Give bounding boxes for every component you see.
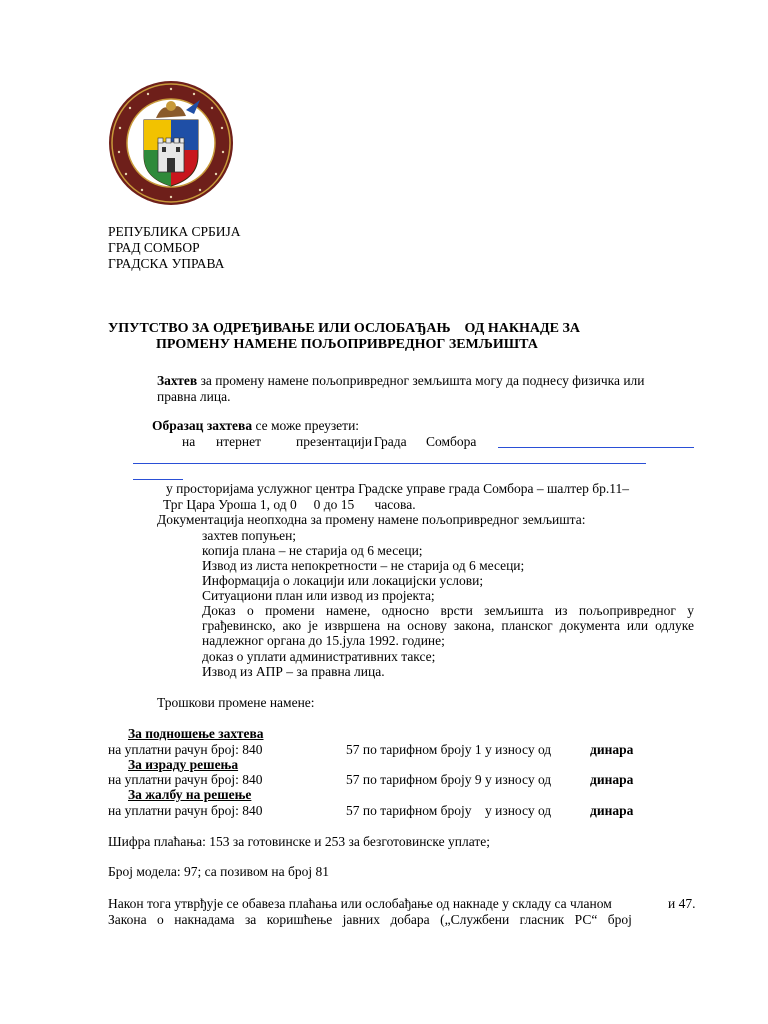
doc-item: надлежног органа до 15.јула 1992. године; xyxy=(202,633,445,648)
fee-tariff: 57 по тарифном броју 1 у износу од xyxy=(346,742,552,757)
header-city: ГРАД СОМБОР xyxy=(108,240,200,255)
doc-item: Ситуациони план или извод из пројекта; xyxy=(202,588,435,603)
website-link-underline-3[interactable] xyxy=(133,479,183,480)
closing-word: коришћење xyxy=(266,912,333,927)
office-line2: Трг Цара Уроша 1, од 0 0 до 15 часова. xyxy=(163,497,416,512)
document-title-line1: УПУТСТВО ЗА ОДРЕЂИВАЊЕ ИЛИ ОСЛОБАЂАЊ ОД НАКНАДЕ ЗА xyxy=(108,321,581,336)
header-administration: ГРАДСКА УПРАВА xyxy=(108,256,225,271)
model-number: Број модела: 97; са позивом на број 81 xyxy=(108,864,329,879)
internet-word-5: Сомбора xyxy=(426,434,477,449)
closing-word: за xyxy=(244,912,257,927)
doc-item: копија плана – не старија од 6 месеци; xyxy=(202,543,423,558)
closing-word: РС“ xyxy=(574,912,598,927)
form-rest: се може преузети: xyxy=(252,418,360,433)
internet-word-3: презентацији xyxy=(296,434,373,449)
intro-bold: Захтев xyxy=(157,373,198,388)
fee-title-decision: За израду решења xyxy=(128,757,239,772)
doc-item: Извод из листа непокретности – не старија од 6 месеци; xyxy=(202,558,525,573)
fee-currency: динара xyxy=(590,803,634,818)
document-title-line2: ПРОМЕНУ НАМЕНЕ ПОЉОПРИВРЕДНОГ ЗЕМЉИШТА xyxy=(156,337,538,352)
intro-line2: правна лица. xyxy=(157,389,231,404)
closing-word: о xyxy=(157,912,164,927)
closing-word: („Службени xyxy=(440,912,510,927)
closing-line1: Након тога утврђује се обавеза плаћања или ослобађање од накнаде у складу са чланом xyxy=(108,896,612,911)
doc-item: захтев попуњен; xyxy=(202,528,297,543)
fee-tariff: 57 по тарифном броју 9 у износу од xyxy=(346,772,552,787)
fee-title-appeal: За жалбу на решење xyxy=(128,787,252,802)
fee-account: на уплатни рачун број: 840 xyxy=(108,742,263,757)
internet-word-4: Града xyxy=(374,434,407,449)
doc-item: Информација о локацији или локацијски услови; xyxy=(202,573,484,588)
closing-word: број xyxy=(607,912,632,927)
doc-item: грађевинско, ако је извршена на основу закона, планског документа или одлуке xyxy=(202,618,694,633)
doc-item: доказ о уплати административних таксе; xyxy=(202,649,436,664)
doc-item: Доказ о промени намене, односно врсти земљишта из пољопривредног у xyxy=(202,603,694,618)
fee-currency: динара xyxy=(590,742,634,757)
intro-rest: за промену намене пољопривредног земљишта могу да поднесу физичка или xyxy=(197,373,645,388)
form-bold: Образац захтева xyxy=(152,418,253,433)
city-seal-logo xyxy=(108,80,234,206)
payment-code: Шифра плаћања: 153 за готовинске и 253 за безготовинске уплате; xyxy=(108,834,491,849)
website-link-underline-2[interactable] xyxy=(133,463,646,464)
fee-account: на уплатни рачун број: 840 xyxy=(108,803,263,818)
closing-word: накнадама xyxy=(174,912,235,927)
closing-word: гласник xyxy=(519,912,565,927)
closing-line1-end: и 47. xyxy=(668,896,696,911)
website-link-underline-1[interactable] xyxy=(498,447,694,448)
closing-line2 xyxy=(108,912,632,928)
doc-item: Извод из АПР – за правна лица. xyxy=(202,664,385,679)
fee-title-submission: За подношење захтева xyxy=(128,726,264,741)
intro-line1 xyxy=(157,373,645,389)
office-line1: у просторијама услужног центра Градске управе града Сомбора – шалтер бр.11– xyxy=(166,481,630,496)
form-download-line xyxy=(152,418,359,434)
fee-currency: динара xyxy=(590,772,634,787)
fee-tariff: 57 по тарифном броју у износу од xyxy=(346,803,552,818)
documentation-heading: Документација неопходна за промену намене пољопривредног земљишта: xyxy=(157,512,586,527)
fee-account: на уплатни рачун број: 840 xyxy=(108,772,263,787)
closing-word: јавних xyxy=(342,912,380,927)
closing-word: Закона xyxy=(108,912,147,927)
internet-word-1: на xyxy=(182,434,196,449)
header-republic: РЕПУБЛИКА СРБИЈА xyxy=(108,224,241,239)
closing-word: добара xyxy=(390,912,430,927)
costs-heading: Трошкови промене намене: xyxy=(157,695,315,710)
internet-word-2: нтернет xyxy=(216,434,261,449)
